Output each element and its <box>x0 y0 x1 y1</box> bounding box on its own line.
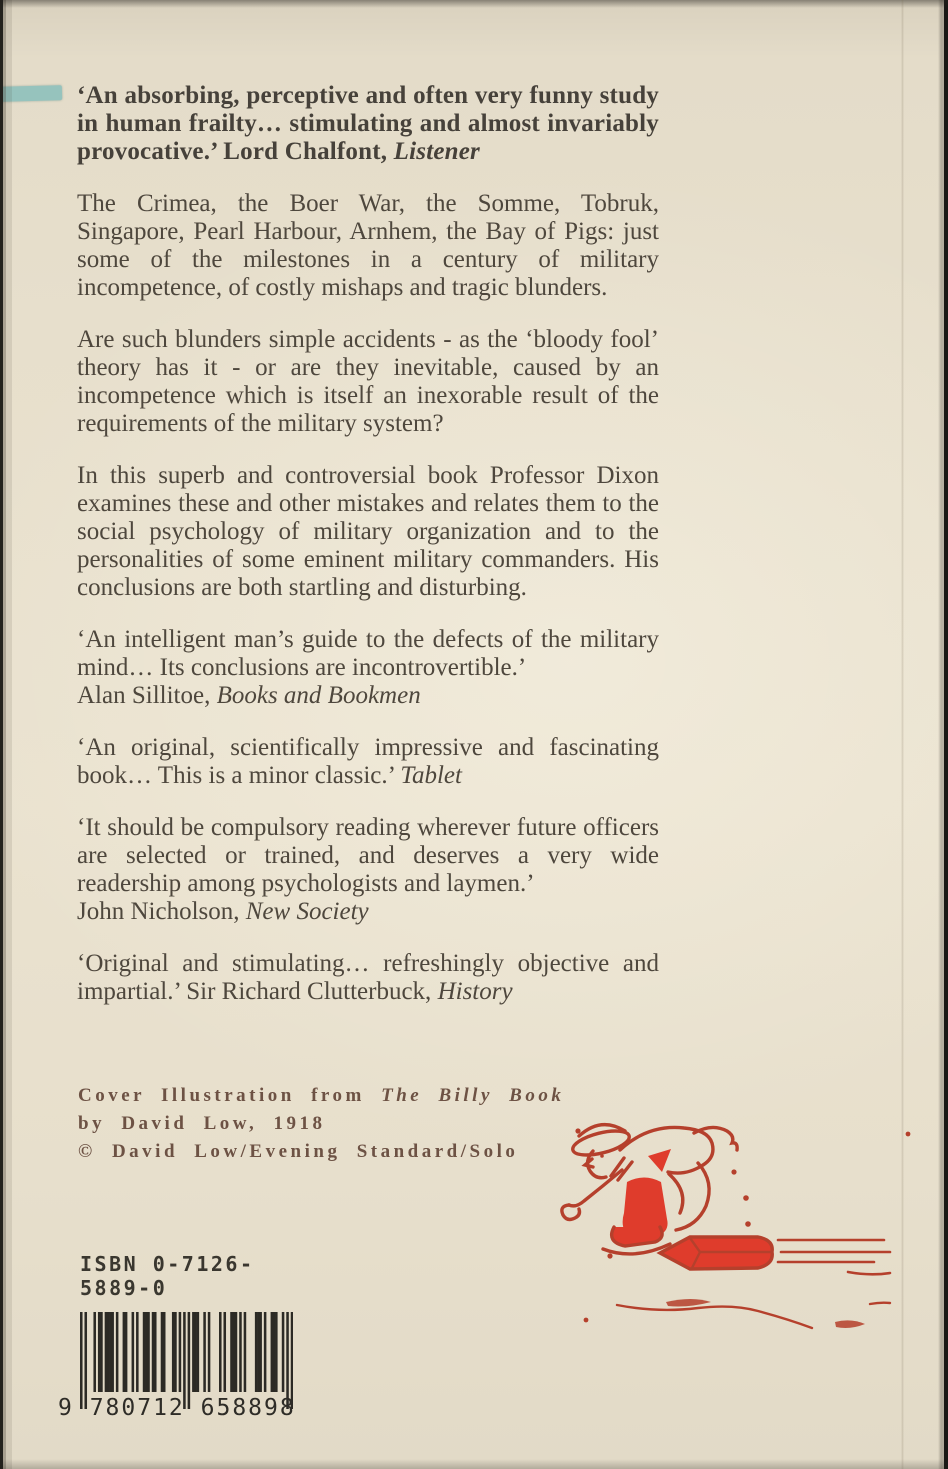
press-quote-text: ‘An original, scientifically impressive and fascinating book… This is a minor classic.’ <box>77 734 659 789</box>
soldier-jacket-patch <box>648 1149 671 1172</box>
running-soldier-bullet-illustration <box>548 1112 948 1347</box>
cover-crease-line <box>901 0 904 1469</box>
ground-smear-2 <box>835 1320 865 1328</box>
isbn-barcode-block <box>58 1252 318 1421</box>
press-quote-attribution: Alan Sillitoe, <box>77 682 217 709</box>
press-quote-source: Books and Bookmen <box>216 682 421 709</box>
credit-text: Cover Illustration from <box>78 1085 382 1106</box>
soldier-boot <box>612 1227 662 1246</box>
press-quote-tablet <box>77 734 659 790</box>
credit-line-artist: by David Low, 1918 <box>78 1113 326 1134</box>
cover-left-edge-shadow <box>0 0 12 1469</box>
press-quote-source: History <box>437 978 513 1005</box>
cover-top-edge-shadow <box>0 0 948 8</box>
ground-dash <box>870 1303 890 1304</box>
bullet-speed-lines <box>778 1240 890 1274</box>
press-quote-attribution: John Nicholson, <box>77 898 246 925</box>
press-quote-attribution: Sir Richard Clutterbuck, <box>186 978 438 1005</box>
credit-line-source <box>78 1082 638 1110</box>
soldier-side <box>668 1165 703 1173</box>
blurb-paragraph-blunders: Are such blunders simple accidents - as the ‘bloody fool’ theory has it - or are they inevitable, caused by an incompetence which is itself an inexorable result of the requirements of the military system? <box>77 326 659 437</box>
isbn-number: ISBN 0-7126-5889-0 <box>80 1252 255 1300</box>
press-quote-source: New Society <box>245 898 369 925</box>
cover-bottom-edge-shadow <box>0 1459 948 1469</box>
credit-book-title: The Billy Book <box>381 1085 565 1106</box>
press-quote-source: Tablet <box>400 762 462 789</box>
press-quote-nicholson <box>77 814 659 926</box>
press-quote-source: Listener <box>393 138 480 165</box>
barcode-digits: 9 780712 658898 <box>58 1395 296 1421</box>
soldier-rear-arm <box>694 1127 737 1150</box>
press-quote-chalfont <box>77 82 659 166</box>
soldier-front-leg <box>669 1174 683 1213</box>
ground-smear-1 <box>666 1299 711 1307</box>
press-quote-text: ‘Original and stimulating… refreshingly objective and impartial.’ <box>77 950 659 1005</box>
press-quote-text: ‘An intelligent man’s guide to the defects of the military mind… Its conclusions are incontrovertible.’ <box>77 626 659 681</box>
blurb-paragraph-summary: In this superb and controversial book Professor Dixon examines these and other mistakes and relates them to the social psychology of military organization and to the personalities of some eminent military commanders. His conclusions are both startling and disturbing. <box>77 462 659 601</box>
press-quote-clutterbuck <box>77 950 659 1006</box>
press-quote-sillitoe <box>77 626 659 710</box>
press-quote-text: ‘An absorbing, perceptive and often very funny study in human frailty… stimulating and almost invariably provocative.’ Lord Chalfont, <box>77 82 659 165</box>
blurb-paragraph-battles: The Crimea, the Boer War, the Somme, Tobruk, Singapore, Pearl Harbour, Arnhem, the Bay of Pigs: just some of the milestones in a century of military incompetence, of costly mishaps and tragic blunders. <box>77 190 659 301</box>
blurb-text-block <box>77 82 659 1030</box>
credit-line-copyright: © David Low/Evening Standard/Solo <box>78 1141 519 1162</box>
cover-right-edge-shadow <box>938 0 948 1469</box>
soldier-eye <box>600 1154 604 1158</box>
ground-line <box>617 1305 812 1328</box>
press-quote-text: ‘It should be compulsory reading wherever future officers are selected or trained, and deserves a very wide readership among psychologists and laymen.’ <box>77 814 659 897</box>
